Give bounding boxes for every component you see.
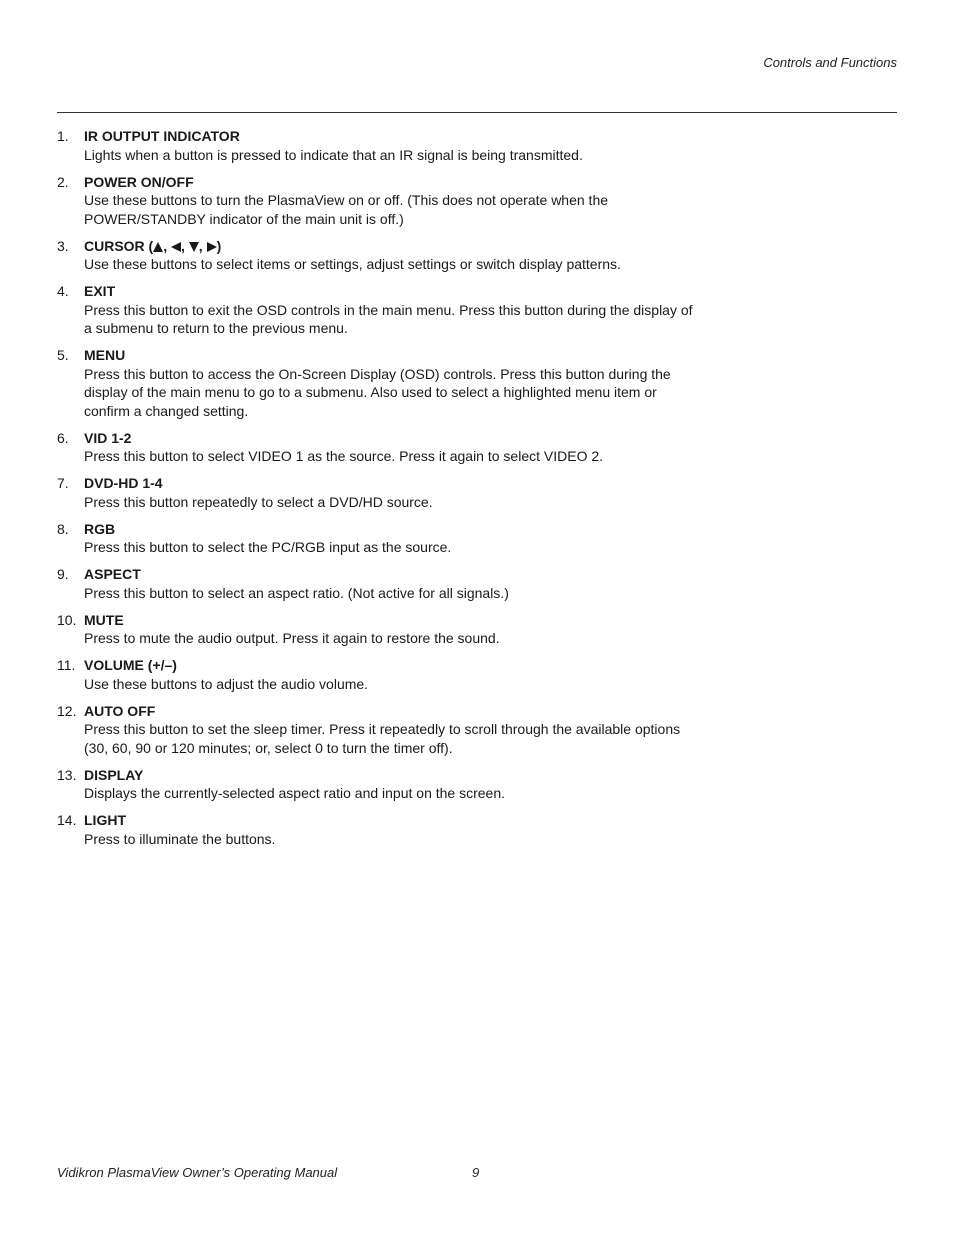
item-number: 3. bbox=[57, 237, 69, 254]
item-number: 4. bbox=[57, 283, 69, 299]
item-description: Press this button to select the PC/RGB input as the source. bbox=[84, 539, 452, 555]
item-title: AUTO OFF bbox=[84, 702, 156, 719]
list-item bbox=[57, 611, 697, 648]
list-item bbox=[57, 811, 697, 848]
item-description: Use these buttons to select items or settings, adjust settings or switch display patterns. bbox=[84, 256, 621, 272]
list-item bbox=[57, 429, 697, 466]
arrow-up-icon bbox=[153, 242, 163, 252]
item-number: 14. bbox=[57, 812, 77, 828]
item-number: 10. bbox=[57, 611, 77, 628]
item-number: 13. bbox=[57, 766, 77, 783]
item-description: Press this button to exit the OSD controls in the main menu. Press this button during the display of a submenu to return to the previous menu. bbox=[84, 301, 693, 336]
item-description: Use these buttons to turn the PlasmaView on or off. (This does not operate when the POWER/STANDBY indicator of the main unit is off.) bbox=[84, 192, 609, 227]
item-description: Press this button repeatedly to select a DVD/HD source. bbox=[84, 493, 433, 510]
item-title: IR OUTPUT INDICATOR bbox=[84, 128, 240, 144]
list-item bbox=[57, 656, 697, 693]
item-number: 5. bbox=[57, 347, 69, 363]
list-item bbox=[57, 173, 697, 229]
item-number: 2. bbox=[57, 173, 69, 190]
item-description: Press this button to set the sleep timer. Press it repeatedly to scroll through the available options (30, 60, 90 or 120 minutes; or, select 0 to turn the timer off). bbox=[84, 721, 681, 756]
item-description: Press this button to select an aspect ratio. (Not active for all signals.) bbox=[84, 584, 509, 601]
item-number: 12. bbox=[57, 702, 77, 719]
page-header-title: Controls and Functions bbox=[763, 55, 897, 70]
list-item bbox=[57, 565, 697, 602]
controls-list bbox=[57, 127, 697, 857]
item-title: CURSOR ( bbox=[84, 237, 154, 254]
list-item bbox=[57, 702, 697, 758]
item-title: ASPECT bbox=[84, 566, 141, 582]
header-rule bbox=[57, 112, 897, 113]
item-description: Press to illuminate the buttons. bbox=[84, 830, 276, 847]
item-number: 6. bbox=[57, 429, 69, 446]
list-item bbox=[57, 127, 697, 164]
item-number: 8. bbox=[57, 520, 69, 537]
arrow-down-icon bbox=[189, 242, 199, 252]
list-item bbox=[57, 474, 697, 511]
item-title: RGB bbox=[84, 520, 116, 537]
item-number: 11. bbox=[57, 657, 76, 673]
list-item: 3. CURSOR ( , , , ) Use these buttons to select items or settings, adjust settings or switch display patterns. bbox=[57, 237, 697, 274]
item-title: LIGHT bbox=[84, 812, 126, 828]
item-description: Lights when a button is pressed to indicate that an IR signal is being transmitted. bbox=[84, 146, 583, 163]
item-number: 9. bbox=[57, 566, 69, 582]
item-title-close: ) bbox=[216, 237, 222, 254]
item-title: DISPLAY bbox=[84, 766, 144, 783]
list-item bbox=[57, 520, 697, 557]
item-title: MUTE bbox=[84, 611, 124, 628]
item-number: 7. bbox=[57, 475, 69, 491]
item-description: Displays the currently-selected aspect ratio and input on the screen. bbox=[84, 785, 506, 801]
footer-page-number: 9 bbox=[472, 1165, 480, 1180]
item-description: Press to mute the audio output. Press it again to restore the sound. bbox=[84, 630, 500, 646]
arrow-right-icon bbox=[207, 242, 217, 252]
item-description: Press this button to select VIDEO 1 as the source. Press it again to select VIDEO 2. bbox=[84, 448, 604, 464]
item-title: DVD-HD 1-4 bbox=[84, 475, 163, 491]
item-description: Press this button to access the On-Screen Display (OSD) controls. Press this button during the display of the main menu to go to a submenu. Also used to select a highlighted menu item or confirm a changed setting. bbox=[84, 365, 671, 419]
list-item bbox=[57, 346, 697, 420]
item-number: 1. bbox=[57, 128, 69, 144]
arrow-left-icon bbox=[171, 242, 181, 252]
item-description: Use these buttons to adjust the audio volume. bbox=[84, 675, 369, 692]
list-item bbox=[57, 282, 697, 338]
item-title: MENU bbox=[84, 347, 126, 363]
list-item bbox=[57, 766, 697, 803]
item-title: POWER ON/OFF bbox=[84, 173, 194, 190]
item-title: VOLUME (+/–) bbox=[84, 657, 177, 673]
item-title: EXIT bbox=[84, 283, 116, 299]
footer-manual-title: Vidikron PlasmaView Owner’s Operating Manual bbox=[57, 1165, 338, 1180]
item-title: VID 1-2 bbox=[84, 429, 132, 446]
